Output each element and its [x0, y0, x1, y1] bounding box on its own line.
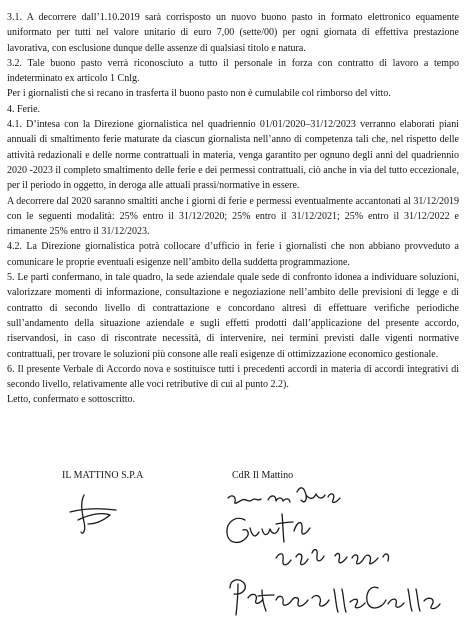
- cdr-signature-3: [276, 550, 388, 565]
- paragraph-3-1: 3.1. A decorrere dall’1.10.2019 sarà corrisposto un nuovo buono pasto in formato elettronico equamente uniformato per tutti nel valore unitario di euro 7,00 (sette/00) per ogni giornata di effettiva prestazione lavorativa, con esclusione dunque delle assenze di qualsiasi titolo e natura.: [7, 12, 459, 54]
- cdr-signature-4: [230, 580, 440, 615]
- paragraph-4-2: 4.2. La Direzione giornalistica potrà collocare d’ufficio in ferie i giornalisti che non abbiano provveduto a comunicare le proprie eventuali esigenze nell’ambito della suddetta programmazione.: [7, 241, 459, 268]
- company-signature-label: IL MATTINO S.P.A: [62, 470, 144, 481]
- cdr-signature-label: CdR Il Mattino: [232, 470, 294, 481]
- section-heading-ferie: 4. Ferie.: [7, 103, 41, 115]
- company-signature-scribble: [70, 495, 116, 533]
- paragraph-4-1: 4.1. D’intesa con la Direzione giornalistica nel quadriennio 01/01/2020–31/12/2023 verranno elaborati piani annuali di smaltimento ferie maturate da ciascun giornalista nell’anno di competenza tali che, nel rispetto delle attività redazionali e delle norme contrattuali in materia, venga garantito per ognuno degli anni del quadriennio 2020 -2023 il completo smaltimento delle ferie e dei permessi contrattuali, ciò anche in via del tutto eccezionale, per il periodo in oggetto, in deroga alle attuali prassi/normative in essere.: [7, 119, 459, 192]
- closing-line: Letto, confermato e sottoscritto.: [7, 394, 136, 406]
- cdr-signature-2: [227, 514, 310, 542]
- paragraph-3-2: 3.2. Tale buono pasto verrà riconosciuto a tutto il personale in forza con contratto di lavoro a tempo indeterminato ex articolo 1 Cnlg.: [7, 57, 459, 85]
- paragraph-decorrere: A decorrere dal 2020 saranno smaltiti anche i giorni di ferie e permessi eventualmente accantonati al 31/12/2019 con le seguenti modalità: 25% entro il 31/12/2020; 25% entro il 31/12/2021; 25% entro il 31/12/2022 e rimanente 25% entro il 31/12/2023.: [7, 195, 459, 238]
- paragraph-5: 5. Le parti confermano, in tale quadro, la sede aziendale quale sede di confronto idonea a individuare soluzioni, valorizzare momenti di informazione, consultazione e negoziazione nell’ambito delle previsioni di legge e di contratto di secondo livello di contrattazione e concordano altresì di effettuare verifiche periodiche sull’andamento della situazione aziendale e sugli effetti prodotti dall’applicazione del presente accordo, riservandosi, in caso di riscontrate necessità, di intervenire, nei termini previsti dalle vigenti normative contrattuali, per trovare le soluzioni più consone alle reali esigenze di ottimizzazione economico gestionale.: [7, 272, 459, 360]
- cdr-signature-1: [228, 488, 340, 503]
- paragraph-6: 6. Il presente Verbale di Accordo nova e sostituisce tutti i precedenti accordi in materia di accordi integrativi di secondo livello, relativamente alle voci retributive di cui al punto 2.2).: [7, 363, 459, 391]
- paragraph-trasferta: Per i giornalisti che si recano in trasferta il buono pasto non è cumulabile col rimborso del vitto.: [7, 88, 391, 100]
